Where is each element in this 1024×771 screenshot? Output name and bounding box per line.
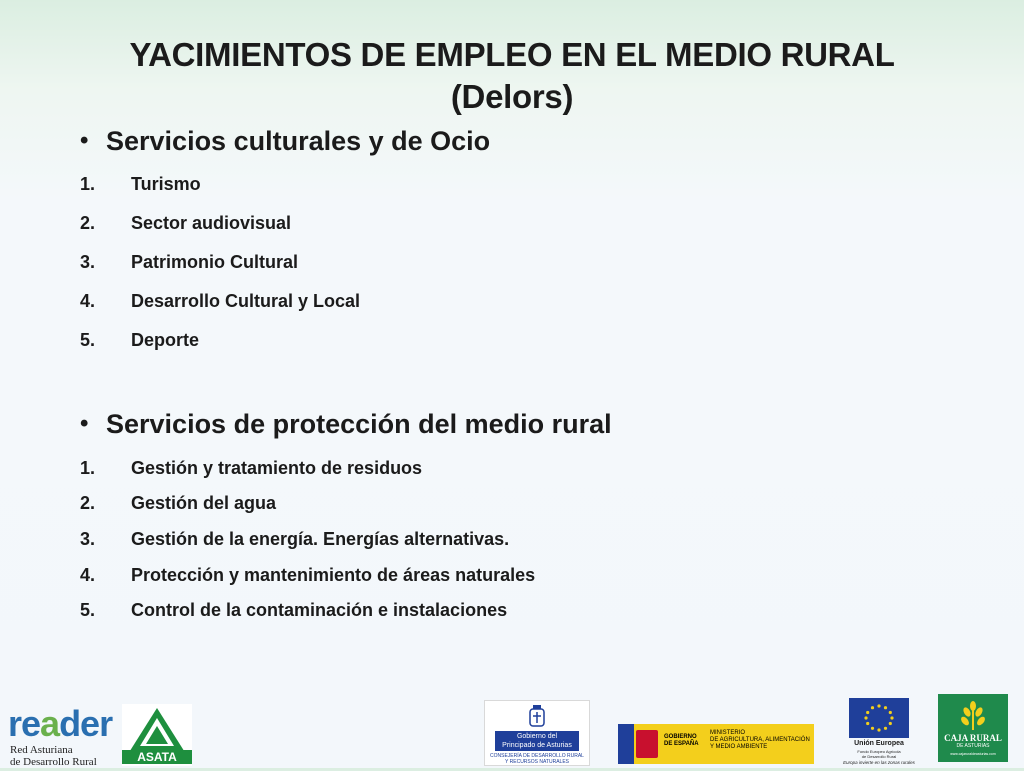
item-text: Gestión y tratamiento de residuos (131, 458, 423, 478)
list-item (80, 330, 199, 351)
item-number: 3. (80, 252, 96, 272)
item-number: 5. (80, 600, 96, 620)
coat-of-arms-icon (527, 705, 547, 729)
item-text: Gestión del agua (131, 493, 277, 513)
item-number: 1. (80, 174, 96, 194)
section-cultural (80, 126, 491, 350)
list-item (80, 213, 291, 234)
reader-logo (4, 704, 116, 768)
gob-espana-1: GOBIERNO (664, 734, 697, 740)
item-number: 2. (80, 213, 96, 233)
reader-line-1: Red Asturiana (10, 744, 73, 756)
item-text: Patrimonio Cultural (131, 252, 299, 272)
item-text: Control de la contaminación e instalaciones (131, 600, 508, 620)
ministerio-text (710, 730, 810, 751)
slide-title (0, 34, 1024, 118)
eu-stripe (618, 724, 634, 764)
caja-rural-logo (938, 694, 1008, 762)
item-text: Protección y mantenimiento de áreas naturales (131, 565, 536, 585)
bullet-icon: • (80, 410, 89, 437)
item-number: 4. (80, 291, 96, 311)
eu-slogan: Europa invierte en las zonas rurales (843, 760, 915, 765)
title-line-1: YACIMIENTOS DE EMPLEO EN EL MEDIO RURAL (129, 36, 895, 73)
list-item (80, 493, 276, 514)
item-number: 2. (80, 493, 96, 513)
asata-label: ASATA (122, 750, 192, 764)
list-item (80, 291, 360, 312)
caja-url: www.cajaruraldeasturias.com (950, 752, 996, 756)
section-proteccion (80, 409, 612, 620)
eu-flag-icon (849, 698, 909, 738)
gob-banner (495, 731, 579, 751)
gobierno-asturias-logo (484, 700, 590, 766)
gob-consejeria (485, 753, 589, 765)
list-item (80, 174, 201, 195)
section-heading (80, 126, 490, 156)
section-heading-text: Servicios culturales y de Ocio (106, 126, 491, 156)
min-line-3: Y MEDIO AMBIENTE (710, 744, 768, 750)
list-item (80, 529, 509, 550)
bullet-icon: • (80, 127, 89, 154)
list-item (80, 252, 298, 273)
union-europea-logo (840, 696, 918, 768)
item-number: 3. (80, 529, 96, 549)
caja-label: CAJA RURAL (944, 733, 1002, 743)
asata-logo (122, 704, 192, 766)
min-line-2: DE AGRICULTURA, ALIMENTACIÓN (710, 737, 810, 743)
reader-wordmark: reader (8, 703, 113, 744)
gob-line-4: Y RECURSOS NATURALES (505, 759, 569, 765)
gob-line-3: CONSEJERÍA DE DESARROLLO RURAL (490, 753, 584, 759)
list-item (80, 600, 507, 621)
list-item (80, 458, 422, 479)
ministerio-logo (618, 724, 814, 764)
section-heading-text: Servicios de protección del medio rural (106, 409, 612, 439)
item-text: Gestión de la energía. Energías alternativas. (131, 529, 510, 549)
item-number: 4. (80, 565, 96, 585)
gob-espana-2: DE ESPAÑA (664, 741, 699, 747)
item-text: Deporte (131, 330, 200, 350)
gob-espana (664, 734, 699, 748)
eu-line-2: Fondo Europeo Agrícola (857, 749, 901, 754)
caja-sub: DE ASTURIAS (956, 743, 990, 749)
item-text: Desarrollo Cultural y Local (131, 291, 361, 311)
gob-line-1: Gobierno del (516, 733, 558, 740)
gob-line-2: Principado de Asturias (502, 742, 572, 749)
section-heading (80, 409, 612, 439)
reader-line-2: de Desarrollo Rural (10, 756, 97, 768)
list-item (80, 565, 535, 586)
eu-line-3: de Desarrollo Rural (861, 754, 897, 759)
item-number: 1. (80, 458, 96, 478)
item-number: 5. (80, 330, 96, 350)
title-line-2: (Delors) (450, 78, 574, 115)
eu-fund (840, 749, 918, 759)
item-text: Turismo (131, 174, 201, 194)
item-text: Sector audiovisual (131, 213, 292, 233)
spain-shield-icon (636, 730, 658, 758)
wheat-icon (959, 700, 987, 730)
eu-label: Unión Europea (854, 740, 904, 747)
min-line-1: MINISTERIO (710, 730, 746, 736)
